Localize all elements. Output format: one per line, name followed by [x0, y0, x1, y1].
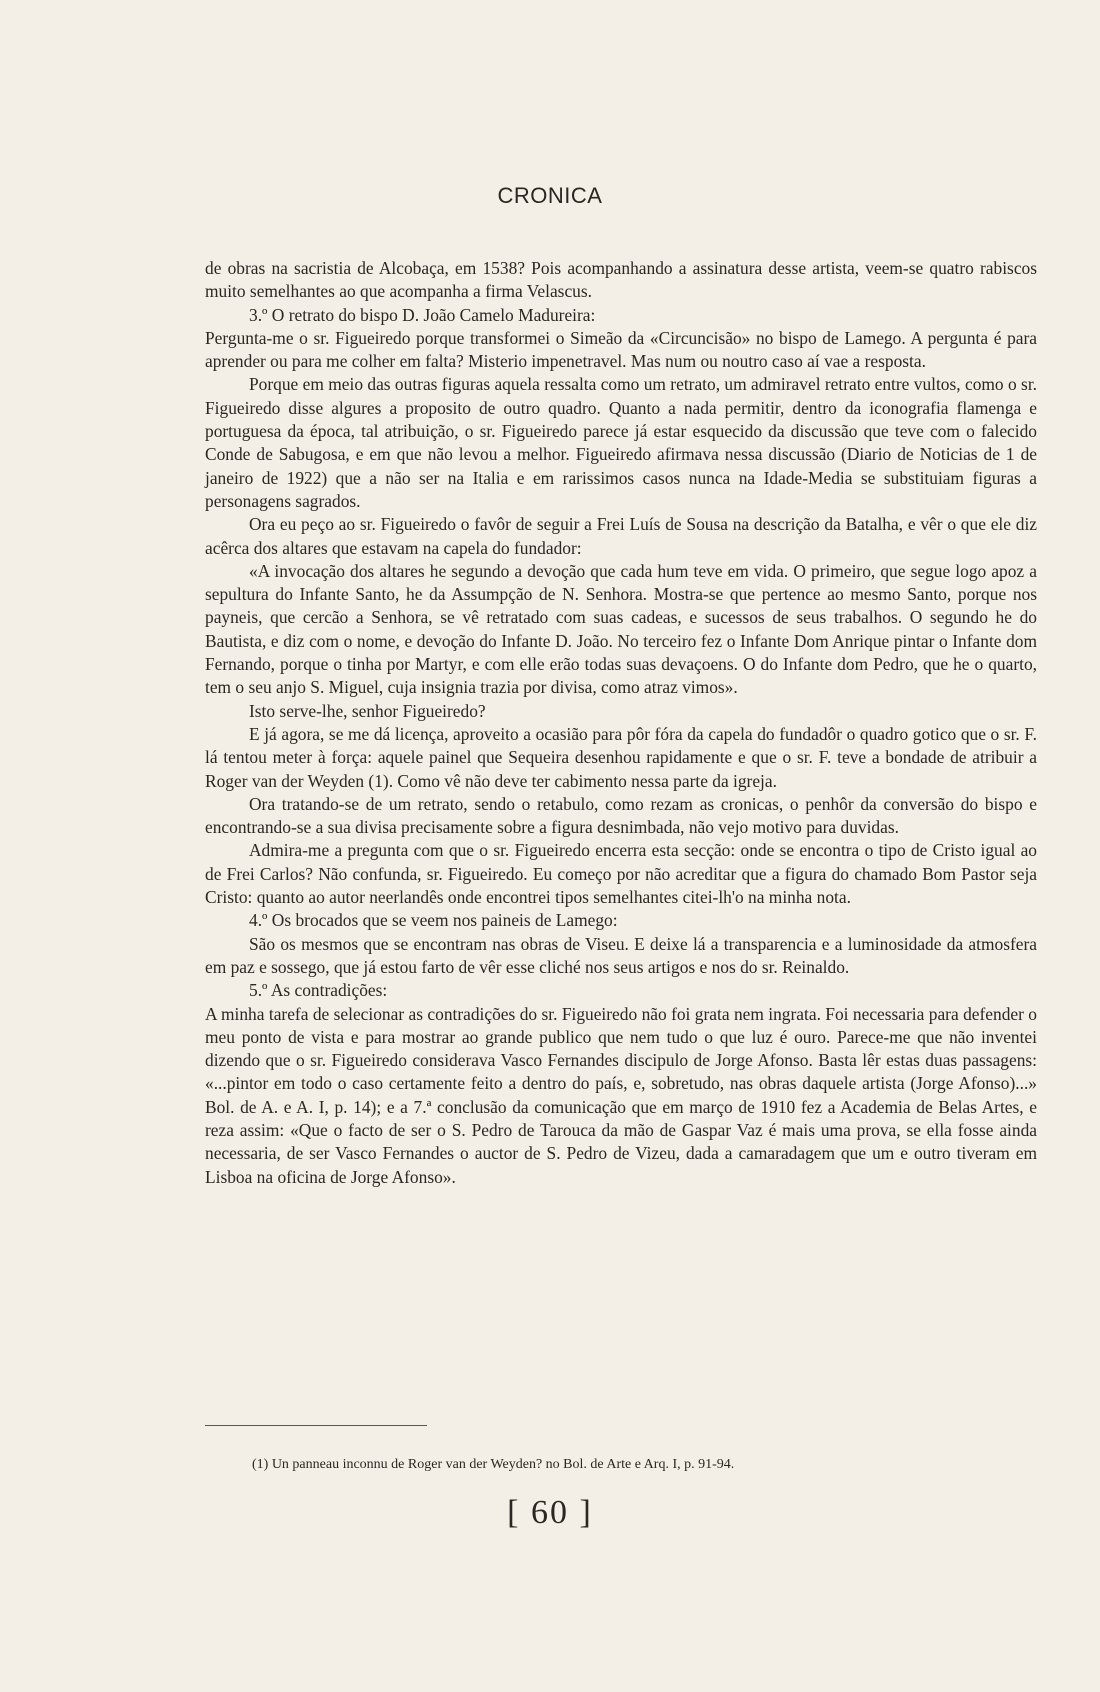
- footnote: (1) Un panneau inconnu de Roger van der Weyden? no Bol. de Arte e Arq. I, p. 91-94.: [252, 1457, 735, 1472]
- running-head: CRONICA: [497, 183, 603, 208]
- paragraph-11: A minha tarefa de selecionar as contradições do sr. Figueiredo não foi grata nem ingrata. Foi necessaria para defender o meu ponto de vista e para mostrar ao grande publico que nem tudo o que luz é ouro. Parece-me que não inventei dizendo que o sr. Figueiredo considerava Vasco Fernandes discipulo de Jorge Afonso. Basta lêr estas duas passagens: «...pintor em todo o caso certamente feito a dentro do país, e, sobretudo, nas obras daquele artista (Jorge Afonso)...» Bol. de A. e A. I, p. 14); e a 7.ª conclusão da comunicação que em março de 1910 fez a Academia de Belas Artes, e reza assim: «Que o facto de ser o S. Pedro de Tarouca da mão de Gaspar Vaz é mais uma prova, se ella fosse ainda necessaria, de ser Vasco Fernandes o auctor de S. Pedro de Vizeu, dada a camaradagem que um e outro tiveram em Lisboa na oficina de Jorge Afonso».: [205, 1003, 1037, 1187]
- paragraph-8: Ora tratando-se de um retrato, sendo o retabulo, como rezam as cronicas, o penhôr da conversão do bispo e encontrando-se a sua divisa precisamente sobre a figura desnimbada, não vejo motivo para duvidas.: [205, 793, 1037, 838]
- section-heading-4: 4.º Os brocados que se veem nos paineis de Lamego:: [249, 910, 618, 931]
- page-number: [ 60 ]: [507, 1494, 593, 1531]
- footnote-rule: [205, 1425, 427, 1426]
- paragraph-5-quote: «A invocação dos altares he segundo a devoção que cada hum teve em vida. O primeiro, que segue logo apoz a sepultura do Infante Santo, he da Assumpção de N. Senhora. Mostra-se que pertence ao mesmo Santo, porque nos payneis, que cercão a Senhora, se vê retratado com suas cadeas, e sucessos de seus trabalhos. O segundo he do Bautista, e diz com o nome, e devoção do Infante D. João. No terceiro fez o Infante Dom Anrique pintar o Infante dom Fernando, porque o tinha por Martyr, e com elle erão todas suas devaçoens. O do Infante dom Pedro, que he o quarto, tem o seu anjo S. Miguel, cuja insignia trazia por divisa, como atraz vimos».: [205, 560, 1037, 698]
- paragraph-7: E já agora, se me dá licença, aproveito a ocasião para pôr fóra da capela do fundadôr o quadro gotico que o sr. F. lá tentou meter à força: aquele painel que Sequeira desenhou rapidamente e que o sr. F. teve a bondade de atribuir a Roger van der Weyden (1). Como vê não deve ter cabimento nessa parte da igreja.: [205, 723, 1037, 791]
- paragraph-1: de obras na sacristia de Alcobaça, em 1538? Pois acompanhando a assinatura desse artista, veem-se quatro rabiscos muito semelhantes ao que acompanha a firma Velascus.: [205, 258, 1037, 302]
- body-text: [205, 257, 1037, 1189]
- paragraph-4: Ora eu peço ao sr. Figueiredo o favôr de seguir a Frei Luís de Sousa na descrição da Batalha, e vêr o que ele diz acêrca dos altares que estavam na capela do fundador:: [205, 514, 1037, 558]
- paragraph-3: Porque em meio das outras figuras aquela ressalta como um retrato, um admiravel retrato entre vultos, como o sr. Figueiredo disse algures a proposito de outro quadro. Quanto a nada permitir, dentro da iconografia flamenga e portuguesa da época, tal atribuição, o sr. Figueiredo parece já estar esquecido da discussão que teve com o falecido Conde de Sabugosa, e em que não levou a melhor. Figueiredo afirmava nessa discussão (Diario de Noticias de 1 de janeiro de 1922) que a não ser na Italia e em rarissimos casos nunca na Idade-Media se substituiam figuras a personagens sagrados.: [205, 374, 1037, 511]
- section-heading-3: 3.º O retrato do bispo D. João Camelo Madureira:: [249, 304, 596, 325]
- paragraph-9: Admira-me a pregunta com que o sr. Figueiredo encerra esta secção: onde se encontra o tipo de Cristo igual ao de Frei Carlos? Não confunda, sr. Figueiredo. Eu começo por não acreditar que a figura do chamado Bom Pastor seja Cristo: quanto ao autor neerlandês onde encontrei tipos semelhantes citei-lh'o na minha nota.: [205, 840, 1037, 908]
- paragraph-2: Pergunta-me o sr. Figueiredo porque transformei o Simeão da «Circuncisão» no bispo de Lamego. A pergunta é para aprender ou para me colher em falta? Misterio impenetravel. Mas num ou noutro caso aí vae a resposta.: [205, 327, 1037, 372]
- paragraph-6: Isto serve-lhe, senhor Figueiredo?: [249, 700, 486, 721]
- paragraph-10: São os mesmos que se encontram nas obras de Viseu. E deixe lá a transparencia e a luminosidade da atmosfera em paz e sossego, que já estou farto de vêr esse cliché nos seus artigos e nos do sr. Reinaldo.: [205, 933, 1037, 977]
- section-heading-5: 5.º As contradições:: [249, 980, 388, 1001]
